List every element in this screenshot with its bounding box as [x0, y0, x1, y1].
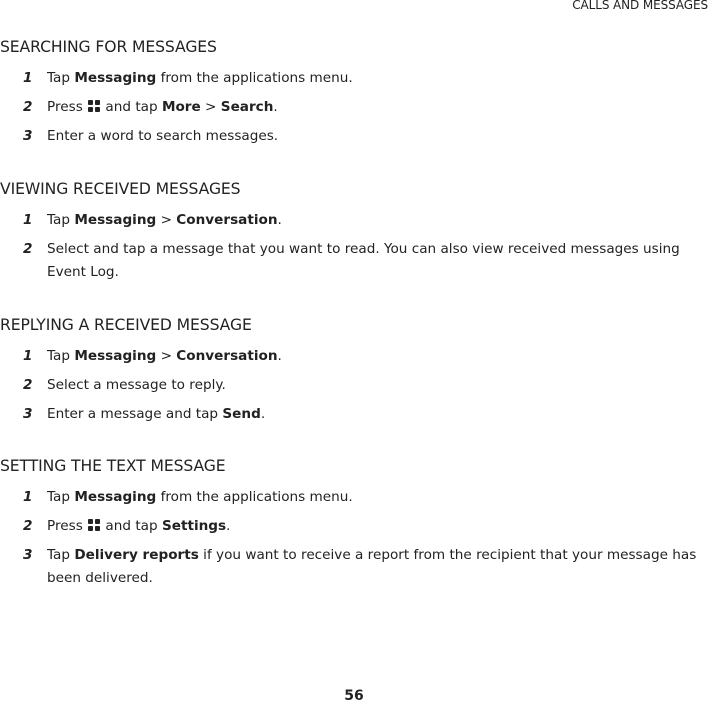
step-number: 2 [23, 241, 33, 257]
step-text: Tap [47, 70, 75, 86]
ui-term: Messaging [74, 489, 157, 505]
step-text: > [156, 348, 177, 364]
ui-term: Delivery reports [74, 547, 199, 563]
step-number: 3 [23, 128, 33, 144]
step [0, 486, 708, 509]
step [0, 96, 708, 119]
ui-term: Messaging [74, 70, 157, 86]
menu-key-icon [88, 519, 100, 531]
ui-term: Settings [161, 518, 227, 534]
step [0, 403, 708, 426]
step-number: 3 [23, 547, 33, 563]
step [0, 345, 708, 368]
ui-term: Messaging [74, 212, 157, 228]
step-text: and tap [101, 99, 162, 115]
step-number: 3 [23, 406, 33, 422]
step-text: . [226, 518, 231, 534]
step-number: 2 [23, 518, 33, 534]
step-text: Select and tap a message that you want to read. You can also view received messages using Event Log. [47, 241, 680, 280]
ui-term: Conversation [176, 212, 278, 228]
menu-key-icon [88, 100, 100, 112]
step-text: Select a message to reply. [47, 377, 226, 393]
step-text: . [273, 99, 278, 115]
step [0, 515, 708, 538]
section-searching-messages [0, 38, 708, 148]
step [0, 238, 708, 284]
step-number: 1 [23, 212, 33, 228]
step-number: 2 [23, 99, 33, 115]
step-number: 1 [23, 489, 33, 505]
step-text: > [156, 212, 177, 228]
section-title: REPLYING A RECEIVED MESSAGE [0, 316, 252, 334]
step-text: . [277, 348, 282, 364]
step-text: . [277, 212, 282, 228]
section-title: VIEWING RECEIVED MESSAGES [0, 180, 241, 198]
step-text: and tap [101, 518, 162, 534]
step-number: 1 [23, 348, 33, 364]
step-text: > [200, 99, 221, 115]
step-text: Press [47, 99, 88, 115]
running-header: CALLS AND MESSAGES [572, 0, 708, 12]
step-text: Tap [47, 212, 75, 228]
step-text: Press [47, 518, 88, 534]
section-replying-message [0, 316, 708, 426]
page-number: 56 [344, 688, 364, 704]
step-text: Tap [47, 348, 75, 364]
section-title: SETTING THE TEXT MESSAGE [0, 457, 226, 475]
step [0, 209, 708, 232]
step-text: from the applications menu. [156, 489, 353, 505]
section-title: SEARCHING FOR MESSAGES [0, 38, 217, 56]
section-setting-text-message [0, 457, 708, 590]
step [0, 67, 708, 90]
step-text: Enter a word to search messages. [47, 128, 279, 144]
step [0, 544, 708, 590]
step-number: 2 [23, 377, 33, 393]
step-text: Tap [47, 547, 75, 563]
step-text: Tap [47, 489, 75, 505]
ui-term: Send [222, 406, 261, 422]
step-text: from the applications menu. [156, 70, 353, 86]
ui-term: Messaging [74, 348, 157, 364]
ui-term: More [161, 99, 201, 115]
step-number: 1 [23, 70, 33, 86]
step [0, 374, 708, 397]
step-text: if you want to receive a report from the recipient that your message has been delivered. [47, 547, 697, 586]
step [0, 125, 708, 148]
ui-term: Conversation [176, 348, 278, 364]
section-viewing-received [0, 180, 708, 284]
ui-term: Search [220, 99, 274, 115]
step-text: . [260, 406, 266, 422]
step-text: Enter a message and tap [47, 406, 223, 422]
